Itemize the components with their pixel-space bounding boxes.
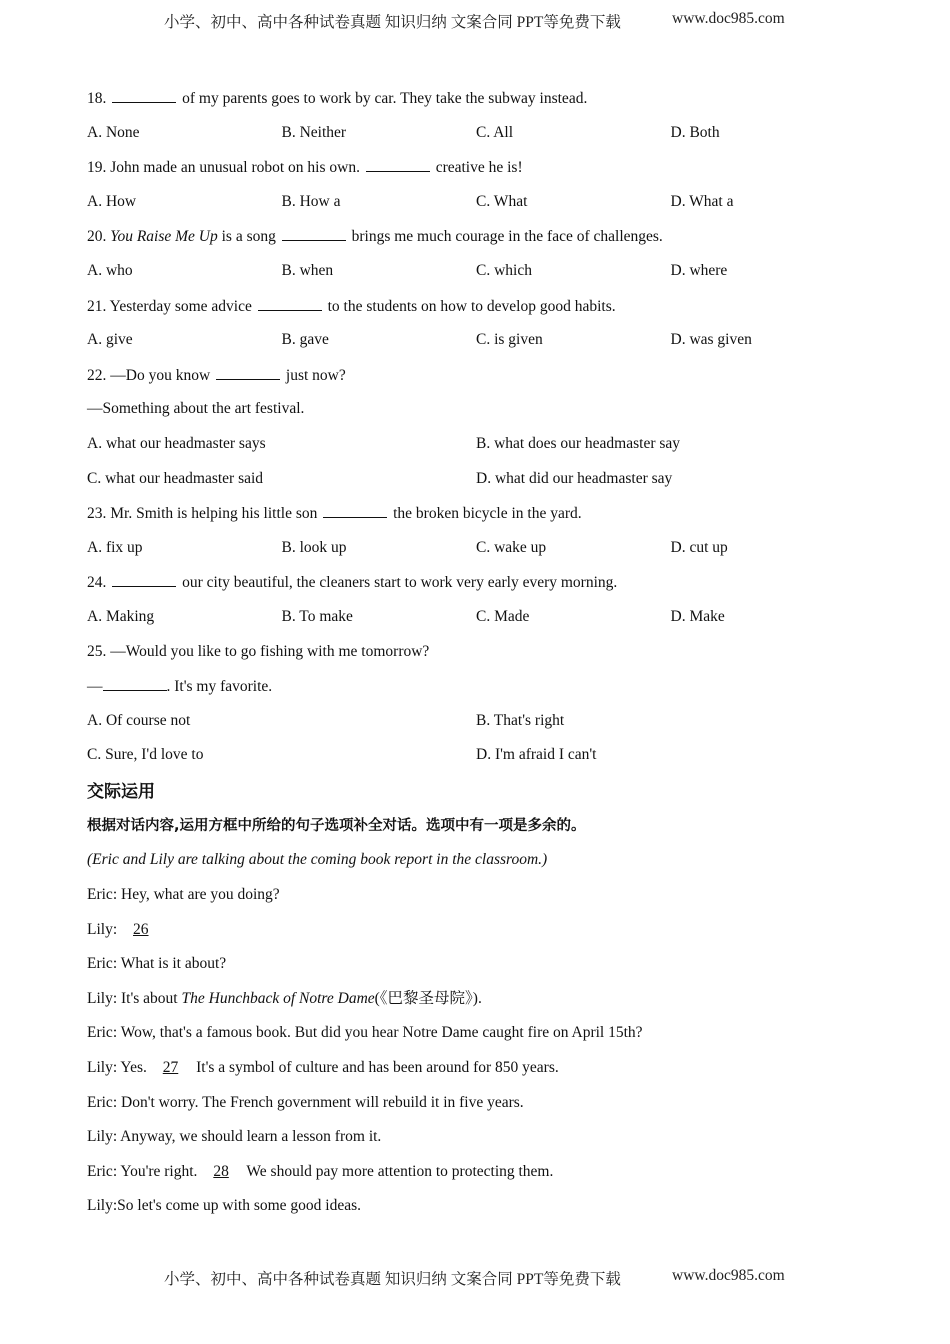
- option-a: A. what our headmaster says: [87, 434, 266, 452]
- answer-blank: [258, 295, 322, 311]
- question-22-reply: —Something about the art festival.: [87, 400, 305, 418]
- option-b: B. To make: [281, 607, 353, 625]
- options-21: [87, 329, 877, 364]
- question-22: [87, 364, 877, 399]
- option-b: B. when: [281, 261, 334, 279]
- question-25: 25. —Would you like to go fishing with me tomorrow?: [87, 642, 430, 660]
- question-text: 20.: [87, 228, 111, 246]
- option-c: C. wake up: [476, 538, 547, 556]
- options-23: [87, 537, 877, 572]
- option-c: C. what our headmaster said: [87, 469, 264, 487]
- option-a: A. How: [87, 192, 137, 210]
- answer-blank: [216, 364, 280, 380]
- footer-tagline: 小学、初中、高中各种试卷真题 知识归纳 文案合同 PPT等免费下载: [164, 1271, 621, 1288]
- answer-blank: [366, 156, 430, 172]
- page-content: [87, 87, 877, 1230]
- option-d: D. Make: [670, 607, 725, 625]
- option-d: D. I'm afraid I can't: [476, 746, 597, 764]
- dialogue-line: Eric: Wow, that's a famous book. But did you hear Notre Dame caught fire on April 15th?: [87, 1024, 643, 1042]
- option-c: C. What: [476, 192, 528, 210]
- answer-blank: [103, 675, 167, 691]
- dialogue-line: [87, 1161, 877, 1196]
- option-c: C. which: [476, 261, 532, 279]
- question-text: 18.: [87, 90, 111, 107]
- options-22-row2: [87, 468, 877, 503]
- options-20: [87, 260, 877, 295]
- option-b: B. what does our headmaster say: [476, 434, 681, 452]
- section-title: 交际运用: [87, 781, 155, 802]
- dialogue-line: Eric: Don't worry. The French government will rebuild it in five years.: [87, 1093, 524, 1111]
- blank-26: 26: [133, 920, 149, 938]
- question-text: our city beautiful, the cleaners start to work very early every morning.: [178, 574, 618, 592]
- options-25-row2: [87, 744, 877, 779]
- blank-27: 27: [162, 1059, 179, 1077]
- footer-website[interactable]: www.doc985.com: [672, 1267, 785, 1284]
- speaker-text: Lily: It's about: [87, 989, 182, 1007]
- speaker-text: It's a symbol of culture and has been around for 850 years.: [192, 1059, 559, 1077]
- question-text: . It's my favorite.: [166, 678, 273, 696]
- option-c: C. Sure, I'd love to: [87, 746, 204, 764]
- question-text: to the students on how to develop good habits.: [323, 297, 616, 315]
- option-d: D. Both: [670, 123, 720, 141]
- question-23: [87, 502, 877, 537]
- question-20: [87, 225, 877, 260]
- question-19: [87, 156, 877, 191]
- options-25-row1: [87, 710, 877, 745]
- question-24: [87, 571, 877, 606]
- option-a: A. fix up: [87, 538, 143, 556]
- question-text: 23. Mr. Smith is helping his little son: [87, 505, 322, 523]
- question-text: 21. Yesterday some advice: [87, 297, 256, 315]
- dialogue-line: Eric: Hey, what are you doing?: [87, 886, 280, 904]
- question-18: [87, 87, 877, 122]
- question-text: 22. —Do you know: [87, 366, 215, 384]
- answer-blank: [112, 87, 176, 103]
- option-c: C. is given: [476, 331, 543, 349]
- options-18: [87, 122, 877, 157]
- options-22-row1: [87, 433, 877, 468]
- question-text: —: [87, 678, 103, 696]
- section-instruction: 根据对话内容,运用方框中所给的句子选项补全对话。选项中有一项是多余的。: [87, 817, 586, 834]
- question-text: of my parents goes to work by car. They take the subway instead.: [178, 90, 588, 107]
- option-d: D. where: [670, 261, 728, 279]
- page-header: [0, 10, 950, 34]
- answer-blank: [112, 571, 176, 587]
- speaker-text: Lily: Yes.: [87, 1059, 151, 1077]
- option-a: A. give: [87, 331, 133, 349]
- question-text: creative he is!: [431, 159, 523, 177]
- speaker-text: (《巴黎圣母院》).: [374, 989, 482, 1007]
- header-tagline: 小学、初中、高中各种试卷真题 知识归纳 文案合同 PPT等免费下载: [164, 14, 621, 31]
- option-b: B. Neither: [281, 123, 347, 141]
- dialogue-line: Lily:So let's come up with some good ideas.: [87, 1197, 362, 1215]
- option-b: B. look up: [281, 538, 347, 556]
- options-19: [87, 191, 877, 226]
- speaker-text: Eric: You're right.: [87, 1162, 202, 1180]
- dialogue-line: Eric: What is it about?: [87, 955, 227, 973]
- question-text: brings me much courage in the face of challenges.: [347, 228, 663, 246]
- option-b: B. gave: [281, 331, 329, 349]
- dialogue-line: [87, 1057, 877, 1092]
- book-title: The Hunchback of Notre Dame: [181, 989, 375, 1007]
- blank-28: 28: [213, 1162, 229, 1180]
- header-website[interactable]: www.doc985.com: [672, 10, 785, 27]
- page-footer: [0, 1267, 950, 1291]
- option-a: A. Making: [87, 607, 155, 625]
- dialogue-line: [87, 988, 877, 1023]
- question-text: 24.: [87, 574, 111, 592]
- question-text: just now?: [282, 366, 346, 384]
- option-d: D. cut up: [670, 538, 728, 556]
- option-c: C. All: [476, 123, 514, 141]
- option-b: B. How a: [281, 192, 341, 210]
- option-a: A. None: [87, 123, 140, 141]
- answer-blank: [323, 502, 387, 518]
- option-d: D. What a: [670, 192, 734, 210]
- question-21: [87, 295, 877, 330]
- question-text: the broken bicycle in the yard.: [389, 505, 582, 523]
- option-d: D. was given: [670, 331, 752, 349]
- song-title: You Raise Me Up: [110, 228, 218, 246]
- answer-blank: [282, 225, 346, 241]
- speaker-text: We should pay more attention to protecting them.: [242, 1162, 554, 1180]
- dialogue-line: [87, 919, 877, 954]
- dialogue-line: Lily: Anyway, we should learn a lesson from it.: [87, 1128, 382, 1146]
- option-c: C. Made: [476, 607, 530, 625]
- dialogue-context: (Eric and Lily are talking about the coming book report in the classroom.): [87, 851, 548, 869]
- question-text: 19. John made an unusual robot on his own.: [87, 159, 364, 177]
- option-a: A. who: [87, 261, 133, 279]
- speaker-text: Lily:: [87, 920, 122, 938]
- options-24: [87, 606, 877, 641]
- option-a: A. Of course not: [87, 711, 191, 729]
- option-b: B. That's right: [476, 711, 565, 729]
- question-25-reply: [87, 675, 877, 710]
- option-d: D. what did our headmaster say: [476, 469, 673, 487]
- question-text: is a song: [217, 228, 280, 246]
